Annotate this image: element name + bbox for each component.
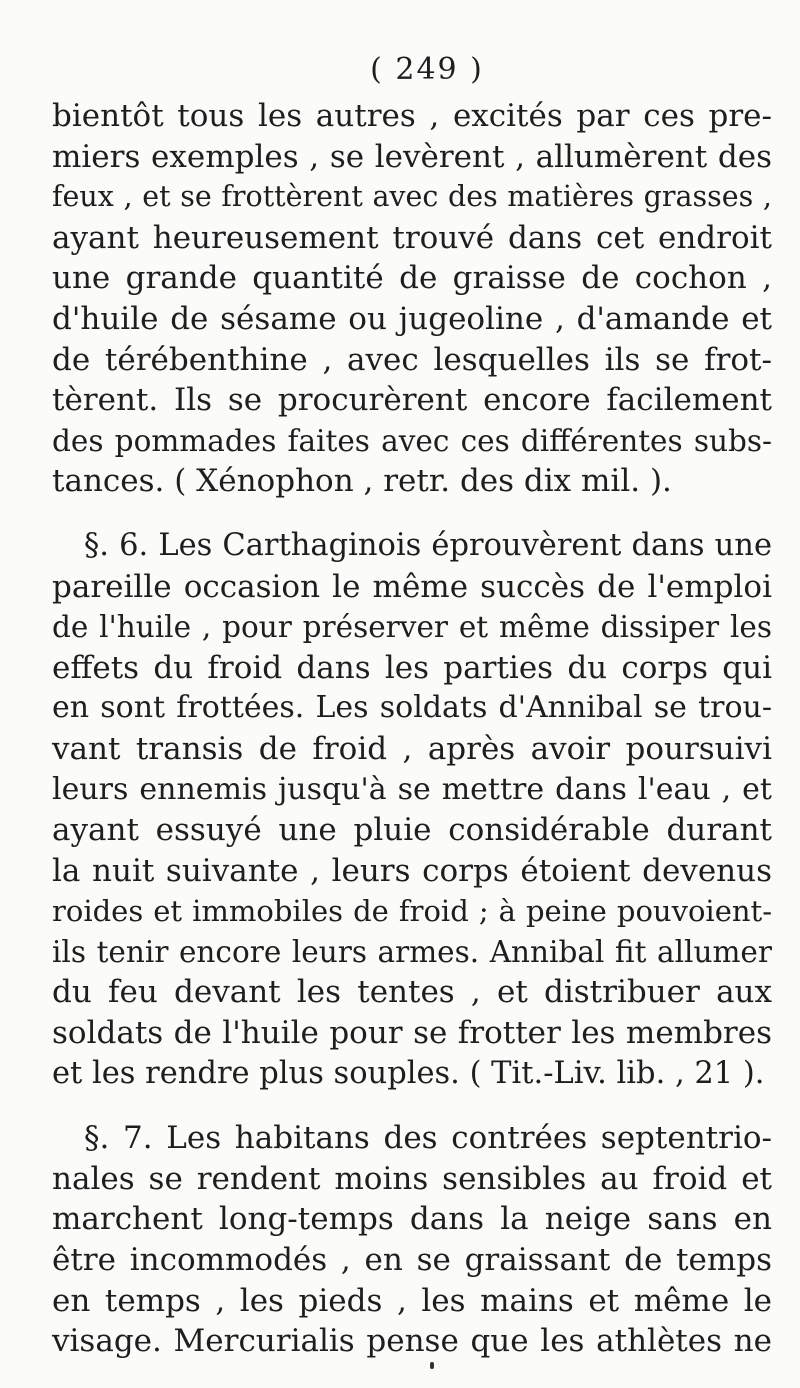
book-page — [52, 50, 772, 1362]
text-line: bientôt tous les autres , excités par ces pre- — [52, 98, 772, 134]
page-number: ( 249 ) — [370, 52, 484, 87]
text-line: nales se rendent moins sensibles au froid et — [52, 1160, 772, 1197]
paragraph-3 — [52, 1118, 772, 1362]
ink-speck — [430, 1362, 434, 1369]
text-line: être incommodés , en se graissant de temps — [52, 1242, 772, 1279]
paragraph-1 — [52, 96, 772, 502]
text-line: de térébenthine , avec lesquelles ils se frot- — [52, 341, 772, 378]
text-line: la nuit suivante , leurs corps étoient devenus — [52, 852, 772, 889]
text-line: ayant essuyé une pluie considérable durant — [52, 812, 772, 849]
text-line: ils tenir encore leurs armes. Annibal fit allumer — [52, 934, 772, 969]
text-line: ayant heureusement trouvé dans cet endroit — [52, 219, 772, 256]
text-line: §. 6. Les Carthaginois éprouvèrent dans une — [84, 527, 772, 563]
text-line: tèrent. Ils se procurèrent encore facilement — [52, 382, 772, 419]
text-line: visage. Mercurialis pense que les athlètes ne — [52, 1323, 772, 1360]
text-line: du feu devant les tentes , et distribuer aux — [52, 974, 772, 1011]
text-line: en temps , les pieds , les mains et même le — [52, 1282, 772, 1319]
text-line: soldats de l'huile pour se frotter les membres — [52, 1015, 772, 1052]
text-line: pareille occasion le même succès de l'emploi — [52, 568, 772, 605]
text-line: une grande quantité de graisse de cochon , — [52, 260, 772, 297]
text-line: en sont frottées. Les soldats d'Annibal se trou- — [52, 690, 772, 726]
text-line: vant transis de froid , après avoir poursuivi — [52, 730, 772, 767]
paragraph-2 — [52, 526, 772, 1094]
text-line: tances. ( Xénophon , retr. des dix mil. ). — [52, 463, 672, 500]
text-line: de l'huile , pour préserver et même dissiper les — [52, 610, 772, 645]
text-line: d'huile de sésame ou jugeoline , d'amande et — [52, 300, 772, 337]
text-line: feux , et se frottèrent avec des matières grasses , — [52, 180, 772, 214]
text-line: leurs ennemis jusqu'à se mettre dans l'eau , et — [52, 771, 772, 807]
text-line: effets du froid dans les parties du corps qui — [52, 649, 772, 686]
text-line: des pommades faites avec ces différentes subs- — [52, 423, 772, 458]
text-line: §. 7. Les habitans des contrées septentrio- — [84, 1120, 772, 1157]
text-line: miers exemples , se levèrent , allumèrent des — [52, 138, 772, 175]
text-line: roides et immobiles de froid ; à peine pouvoient- — [52, 894, 772, 929]
text-line: et les rendre plus souples. ( Tit.-Liv. lib. , 21 ). — [52, 1055, 765, 1091]
text-line: marchent long-temps dans la neige sans en — [52, 1201, 772, 1238]
